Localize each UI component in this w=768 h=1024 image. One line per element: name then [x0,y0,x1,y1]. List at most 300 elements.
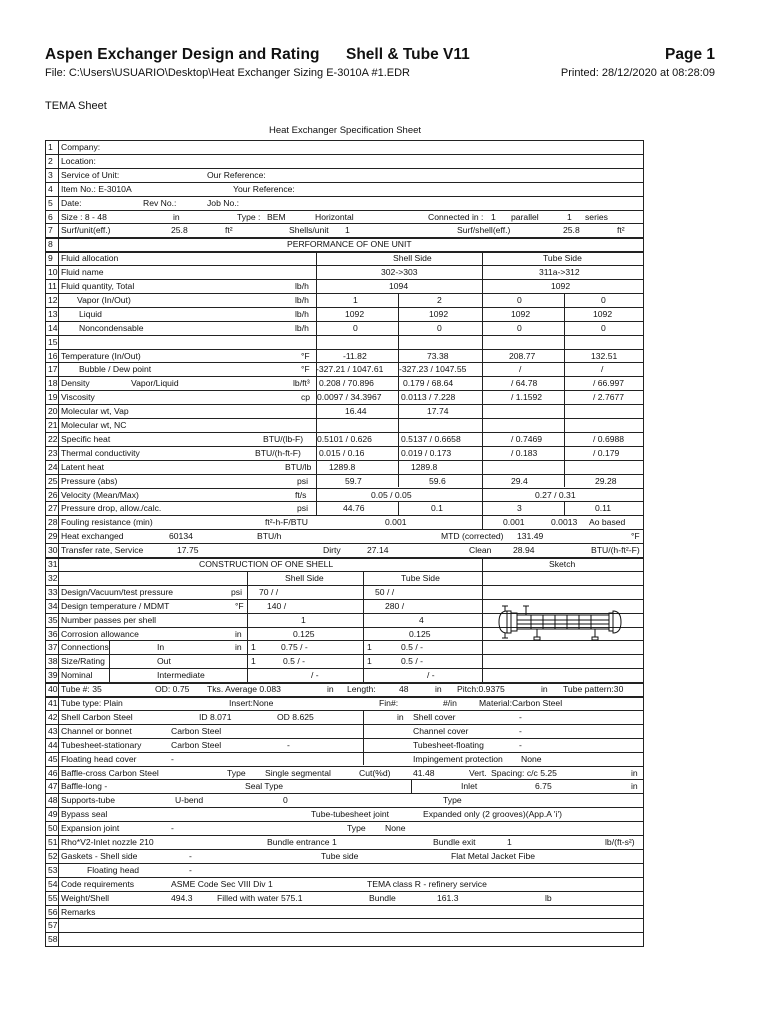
row-line [45,932,643,933]
spec-cell: 0.5 / - [401,642,423,653]
spec-cell: Shell Carbon Steel [61,711,133,722]
spec-cell: lb [545,892,552,903]
row-number: 10 [48,267,58,278]
spec-cell: Design/Vacuum/test pressure [61,586,174,597]
spec-cell: / 2.7677 [593,392,625,403]
spec-cell: Liquid [79,308,102,319]
spec-cell: 0 [601,294,606,305]
spec-cell: Tube Side [401,572,440,583]
row-number: 11 [48,281,57,291]
spec-cell: 44.76 [343,503,365,514]
row-number: 18 [48,378,58,389]
spec-cell: Fouling resistance (min) [61,517,153,528]
spec-cell: Pitch:0.9375 [457,684,505,695]
spec-cell: 1 [367,642,372,653]
exchanger-sketch-icon [497,602,625,642]
spec-cell: - [519,711,522,722]
spec-cell: Velocity (Mean/Max) [61,489,139,500]
spec-cell: Length: [347,684,376,695]
spec-cell: series [585,211,608,222]
spec-cell: in [631,781,638,792]
spec-cell: BTU/(lb-F) [263,433,304,444]
spec-cell: / - [427,670,435,681]
row-number: 38 [48,656,58,667]
row-line [45,724,643,725]
spec-cell: Job No.: [207,197,240,208]
spec-cell: - [189,864,192,875]
spec-cell: / - [311,670,319,681]
row-line [45,182,643,183]
spec-cell: Rev No.: [143,197,177,208]
spec-cell: °F [235,600,244,611]
spec-cell: 0.125 [293,628,315,639]
spec-cell: 1092 [593,308,613,319]
row-line [45,877,643,878]
spec-cell: 4 [419,614,424,625]
spec-cell: in [541,684,548,695]
spec-cell: Density [61,378,90,389]
spec-cell: Remarks [61,906,96,917]
spec-cell: -11.82 [343,350,367,361]
spec-cell: 0.001 [385,517,407,528]
spec-cell: in [173,211,180,222]
row-number: 42 [48,711,58,722]
row-number: 7 [48,225,53,236]
row-number: 1 [48,142,53,152]
row-number: 13 [48,308,58,319]
column-line [247,571,248,682]
row-line [45,404,643,405]
tema-sheet-label: TEMA Sheet [45,100,107,112]
spec-cell: 29.4 [511,475,528,486]
spec-cell: lb/h [295,294,309,305]
spec-cell: Thermal conductivity [61,447,140,458]
spec-cell: Out [157,656,171,667]
spec-cell: 0.5 / - [401,656,423,667]
spec-cell: Bypass seal [61,809,108,820]
spec-cell: Bundle exit [433,837,476,847]
row-line [45,682,643,684]
row-line [45,793,643,794]
row-number: 52 [48,850,58,861]
spec-cell: Carbon Steel [171,739,222,750]
spec-cell: Baffle-long - [61,781,108,792]
spec-cell: in [435,684,442,695]
spec-cell: 1092 [429,308,449,319]
spec-cell: 161.3 [437,892,459,903]
spec-cell: lb/h [295,308,309,319]
row-number: 50 [48,823,58,834]
spec-cell: -327.21 / 1047.61 [316,364,384,375]
spec-cell: / [519,364,522,375]
spec-cell: Tubesheet-floating [413,739,484,750]
column-line [109,640,110,682]
spec-cell: Service of Unit: [61,169,120,180]
spec-cell: BTU/(h-ft-F) [255,447,301,458]
spec-cell: 1 [301,614,306,625]
spec-cell: Company: [61,142,101,152]
row-number: 31 [48,559,58,569]
spec-cell: - [519,739,522,750]
column-line [482,557,483,682]
spec-cell: Floating head cover [61,753,137,764]
spec-cell: - [519,725,522,736]
spec-cell: Rho*V2-Inlet nozzle 210 [61,837,154,847]
spec-cell: CONSTRUCTION OF ONE SHELL [199,559,334,569]
spec-cell: cp [301,392,311,403]
spec-cell: 1 [567,211,572,222]
spec-cell: Weight/Shell [61,892,110,903]
spec-cell: Gaskets - Shell side [61,850,138,861]
spec-cell: Type [443,795,462,806]
row-number: 19 [48,392,58,403]
row-number: 51 [48,837,58,847]
table-border [45,946,644,947]
spec-cell: Single segmental [265,767,331,778]
spec-cell: ft/s [295,489,307,500]
spec-cell: ft² [617,225,625,236]
spec-cell: - [171,823,174,834]
spec-cell: lb/h [295,322,309,333]
spec-cell: Bundle entrance 1 [267,837,337,847]
row-line [45,335,643,336]
row-number: 29 [48,531,58,542]
spec-cell: / [601,364,604,375]
spec-cell: 17.75 [177,545,199,556]
spec-cell: 0 [601,322,606,333]
row-number: 8 [48,239,53,250]
spec-cell: 70 / / [259,586,279,597]
spec-cell: Nominal [61,670,93,681]
row-line [45,223,643,224]
row-number: 57 [48,920,58,931]
spec-cell: Fin#: [379,698,399,708]
row-number: 14 [48,322,58,333]
spec-cell: 0.001 [503,517,525,528]
spec-cell: 0 [517,294,522,305]
spec-cell: Heat exchanged [61,531,124,542]
row-line [45,821,643,822]
row-number: 40 [48,684,58,695]
spec-cell: in [235,628,242,639]
spec-cell: 60134 [169,531,193,542]
spec-cell: 1092 [551,281,571,291]
spec-cell: Connected in : [428,211,484,222]
spec-cell: 0.11 [595,503,612,514]
row-number: 25 [48,475,58,486]
spec-cell: BTU/(h-ft²-F) [591,545,640,556]
row-line [45,571,643,573]
spec-cell: 0.5 / - [283,656,305,667]
row-line [45,196,643,197]
spec-cell: 1 [367,656,372,667]
row-number: 16 [48,350,58,361]
spec-cell: 29.28 [595,475,617,486]
spec-cell: Latent heat [61,461,105,472]
spec-cell: 494.3 [171,892,193,903]
spec-cell: Tube-tubesheet joint [311,809,390,820]
spec-cell: 16.44 [345,406,367,417]
report-title: Aspen Exchanger Design and Rating [45,46,320,63]
spec-cell: Fluid name [61,267,104,278]
spec-cell: Flat Metal Jacket Fibe [451,850,536,861]
spec-cell: BTU/lb [285,461,312,472]
row-line [45,474,643,475]
spec-cell: Channel cover [413,725,469,736]
spec-cell: 1 [491,211,496,222]
spec-cell: BTU/h [257,531,282,542]
row-number: 12 [48,294,58,305]
row-number: 53 [48,864,58,875]
row-number: 22 [48,433,58,444]
row-number: 58 [48,934,58,945]
spec-cell: Supports-tube [61,795,115,806]
row-line [45,418,643,419]
spec-cell: 0.75 / - [281,642,308,653]
row-line [45,668,643,669]
spec-cell: 1094 [389,281,409,291]
spec-cell: 0.5101 / 0.626 [317,433,372,444]
spec-cell: Design temperature / MDMT [61,600,170,611]
spec-cell: 0 [353,322,358,333]
spec-cell: Shells/unit [289,225,329,236]
table-border [45,140,643,141]
spec-cell: PERFORMANCE OF ONE UNIT [287,239,412,250]
spec-cell: 1 [345,225,350,236]
row-number: 48 [48,795,58,806]
spec-cell: 0.208 / 70.896 [319,378,374,389]
spec-cell: in [397,711,404,722]
spec-cell: 25.8 [171,225,188,236]
spec-cell: 3 [517,503,522,514]
row-number: 39 [48,670,58,681]
table-border [643,140,644,946]
row-number: 3 [48,169,53,180]
spec-cell: Pressure (abs) [61,475,118,486]
spec-cell: Shell cover [413,711,456,722]
row-number: 24 [48,461,58,472]
spec-cell: Number passes per shell [61,614,157,625]
spec-cell: ft²-h-F/BTU [265,517,308,528]
row-number: 33 [48,586,58,597]
spec-cell: Vapor/Liquid [131,378,179,389]
spec-cell: Type : [237,211,261,222]
spec-cell: Item No.: E-3010A [61,183,132,194]
spec-cell: 1092 [345,308,365,319]
spec-cell: Seal Type [245,781,284,792]
spec-cell: 0.27 / 0.31 [535,489,576,500]
spec-cell: Expansion joint [61,823,120,834]
spec-cell: 1 [507,837,512,847]
column-line [564,293,565,488]
spec-cell: Corrosion allowance [61,628,139,639]
row-number: 43 [48,725,58,736]
spec-cell: ID 8.071 [199,711,232,722]
spec-cell: Surf/shell(eff.) [457,225,511,236]
spec-cell: 48 [399,684,409,695]
column-line [564,501,565,515]
column-line [398,293,399,488]
row-number: 45 [48,753,58,764]
spec-cell: 0.179 / 68.64 [403,378,454,389]
spec-cell: - [171,753,174,764]
spec-cell: Temperature (In/Out) [61,350,141,361]
spec-cell: Code requirements [61,878,135,889]
row-number: 49 [48,809,58,820]
spec-cell: Connections [61,642,109,653]
row-number: 34 [48,600,58,611]
spec-cell: °F [301,350,310,361]
spec-cell: psi [297,503,308,514]
spec-cell: / 0.7469 [511,433,543,444]
spec-cell: 6.75 [535,781,552,792]
row-line [45,905,643,906]
spec-cell: OD 8.625 [277,711,314,722]
row-line [45,168,643,169]
spec-cell: Cut(%d) [359,767,391,778]
spec-cell: 27.14 [367,545,389,556]
spec-cell: OD: 0.75 [155,684,190,695]
spec-cell: Your Reference: [233,183,295,194]
row-number: 21 [48,420,58,430]
spec-cell: 0.125 [409,628,431,639]
file-path: File: C:\Users\USUARIO\Desktop\Heat Exchanger Sizing E-3010A #1.EDR [45,67,410,79]
spec-cell: 302->303 [381,267,418,278]
spec-cell: 0 [517,322,522,333]
spec-cell: 0.019 / 0.173 [401,447,452,458]
spec-cell: 140 / [267,600,287,611]
spec-cell: 131.49 [517,531,544,542]
spec-cell: 0.015 / 0.16 [319,447,365,458]
spec-cell: ft² [225,225,233,236]
row-number: 56 [48,906,58,917]
spec-cell: 59.7 [345,475,362,486]
spec-cell: Impingement protection [413,753,503,764]
spec-cell: / 0.179 [593,447,620,458]
row-number: 32 [48,572,58,583]
spec-cell: Vert. [469,767,487,778]
row-number: 5 [48,197,53,208]
column-line [411,779,412,793]
row-number: 41 [48,698,58,708]
spec-cell: 280 / [385,600,405,611]
spec-cell: / 0.6988 [593,433,625,444]
spec-cell: Type [227,767,246,778]
row-number: 27 [48,503,58,514]
spec-cell: BEM [267,211,286,222]
spec-cell: 2 [437,294,442,305]
row-number: 35 [48,614,58,625]
spec-cell: 1289.8 [411,461,438,472]
spec-cell: Bubble / Dew point [79,364,152,375]
spec-cell: Horizontal [315,211,354,222]
spec-cell: 1 [251,656,256,667]
spec-cell: psi [231,586,242,597]
spec-cell: Specific heat [61,433,111,444]
spec-cell: 50 / / [375,586,395,597]
spec-cell: psi [297,475,308,486]
spec-cell: 0.05 / 0.05 [371,489,412,500]
row-line [45,654,643,655]
column-line [398,501,399,515]
column-line [316,251,317,515]
row-line [45,918,643,919]
spec-cell: Pressure drop, allow./calc. [61,503,162,514]
spec-cell: None [385,823,406,834]
sheet-title: Heat Exchanger Specification Sheet [268,125,422,136]
spec-cell: #/in [443,698,457,708]
spec-cell: - [189,850,192,861]
specification-table [45,140,643,946]
spec-cell: 1289.8 [329,461,356,472]
row-number: 20 [48,406,58,417]
spec-cell: - [287,739,290,750]
row-number: 6 [48,211,53,222]
spec-cell: Tube pattern:30 [563,684,624,695]
spec-cell: 132.51 [591,350,618,361]
spec-cell: 59.6 [429,475,446,486]
spec-cell: in [235,642,242,653]
row-line [45,154,643,155]
row-number: 55 [48,892,58,903]
spec-cell: °F [301,364,310,375]
spec-cell: 0 [283,795,288,806]
spec-cell: 28.94 [513,545,535,556]
printed-timestamp: Printed: 28/12/2020 at 08:28:09 [560,67,715,79]
spec-cell: 1 [353,294,358,305]
row-line [45,307,643,308]
spec-cell: 0.1 [431,503,443,514]
row-line [45,710,643,711]
spec-cell: Molecular wt, NC [61,420,127,430]
spec-cell: 208.77 [509,350,536,361]
spec-cell: 1 [251,642,256,653]
spec-cell: / 0.183 [511,447,538,458]
spec-cell: 41.48 [413,767,435,778]
row-line [45,529,643,530]
spec-cell: 0.5137 / 0.6658 [401,433,461,444]
spec-cell: lb/ft³ [293,378,310,389]
spec-cell: in [327,684,334,695]
row-line [45,891,643,892]
spec-cell: 25.8 [563,225,580,236]
row-number: 23 [48,447,58,458]
spec-cell: Material:Carbon Steel [479,698,563,708]
spec-cell: 0.0013 [551,517,578,528]
spec-cell: Insert:None [229,698,274,708]
row-number: 54 [48,878,58,889]
spec-cell: ASME Code Sec VIII Div 1 [171,878,273,889]
spec-cell: °F [631,531,640,542]
spec-cell: 0.0097 / 34.3967 [317,392,382,403]
spec-cell: Baffle-cross Carbon Steel [61,767,159,778]
row-line [45,779,643,780]
spec-cell: lb/h [295,281,309,291]
row-number: 9 [48,253,53,264]
spec-cell: Tube Side [543,253,582,264]
row-number: 37 [48,642,58,653]
spec-cell: lb/(ft-s²) [605,837,635,847]
spec-cell: Filled with water 575.1 [217,892,303,903]
spec-cell: 0 [437,322,442,333]
spec-cell: / 1.1592 [511,392,543,403]
row-number: 2 [48,155,53,166]
row-number: 46 [48,767,58,778]
column-line [363,710,364,766]
spec-cell: MTD (corrected) [441,531,504,542]
spec-cell: TEMA class R - refinery service [367,878,487,889]
spec-cell: 17.74 [427,406,449,417]
